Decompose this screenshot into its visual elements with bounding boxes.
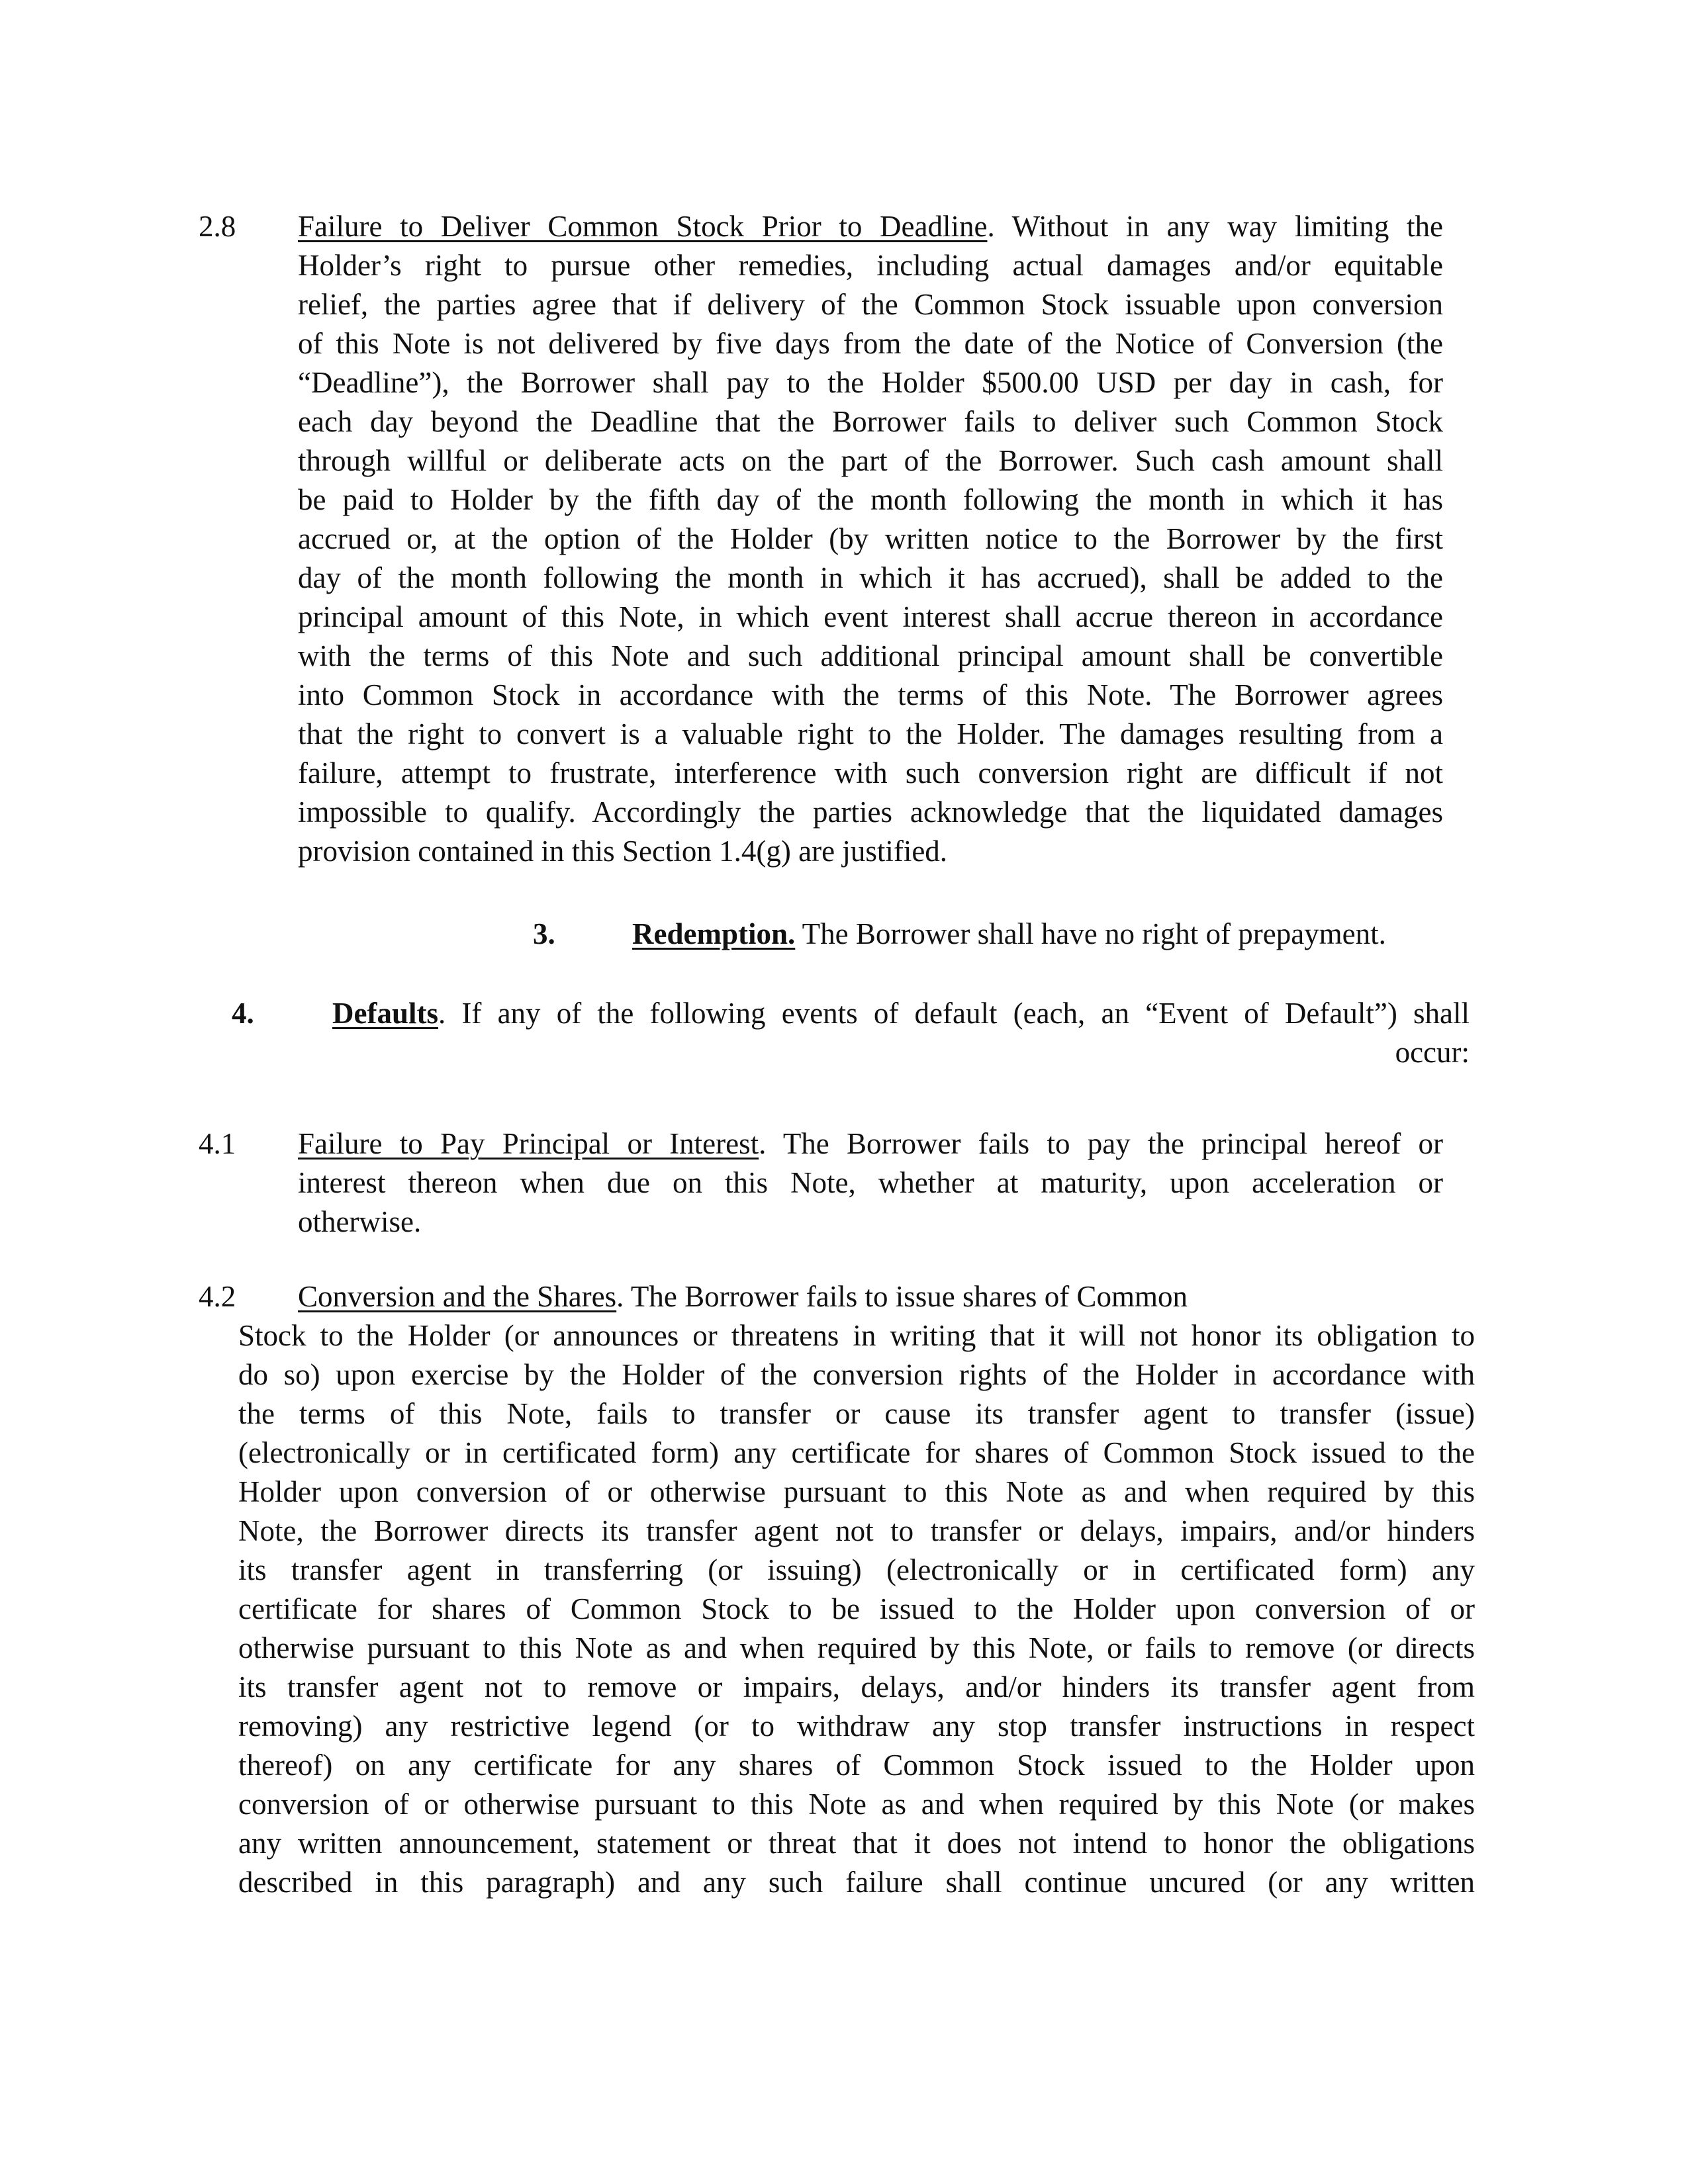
- paragraph-line: principal amount of this Note, in which event interest shall accrue thereon in accordance: [298, 600, 1443, 633]
- section-first-line: Conversion and the Shares. The Borrower fails to issue shares of Common: [298, 1280, 1188, 1313]
- paragraph-text: The Borrower shall have no right of prepayment.: [795, 917, 1386, 950]
- paragraph-line: day of the month following the month in which it has accrued), shall be added to the: [298, 561, 1443, 594]
- paragraph-last-line: otherwise.: [298, 1205, 422, 1238]
- paragraph-line: Stock to the Holder (or announces or threatens in writing that it will not honor its obligation to: [238, 1319, 1475, 1352]
- paragraph-line: “Deadline”), the Borrower shall pay to the Holder $500.00 USD per day in cash, for: [298, 366, 1443, 399]
- paragraph-text: The Borrower fails to issue shares of Common: [624, 1280, 1188, 1313]
- paragraph-line: (electronically or in certificated form) any certificate for shares of Common Stock issued to the: [238, 1436, 1475, 1469]
- paragraph-text: The Borrower fails to pay the principal hereof or: [766, 1127, 1444, 1160]
- paragraph-text: Without in any way limiting the: [994, 210, 1443, 243]
- section-line: Defaults. If any of the following events of default (each, an “Event of Default”) shall: [332, 997, 1470, 1030]
- section-heading: Failure to Pay Principal or Interest: [298, 1127, 759, 1160]
- paragraph-line: with the terms of this Note and such additional principal amount shall be convertible: [298, 639, 1443, 672]
- paragraph-line: through willful or deliberate acts on the part of the Borrower. Such cash amount shall: [298, 444, 1443, 477]
- paragraph-line: accrued or, at the option of the Holder (by written notice to the Borrower by the first: [298, 522, 1443, 555]
- section-number: 4.: [232, 997, 254, 1030]
- paragraph-line: interest thereon when due on this Note, whether at maturity, upon acceleration or: [298, 1166, 1443, 1199]
- paragraph-line: its transfer agent not to remove or impairs, delays, and/or hinders its transfer agent from: [238, 1670, 1475, 1704]
- paragraph-line: removing) any restrictive legend (or to withdraw any stop transfer instructions in respect: [238, 1709, 1475, 1743]
- paragraph-line: of this Note is not delivered by five days from the date of the Notice of Conversion (the: [298, 327, 1443, 360]
- paragraph-line: failure, attempt to frustrate, interference with such conversion right are difficult if not: [298, 756, 1443, 790]
- paragraph-line: impossible to qualify. Accordingly the parties acknowledge that the liquidated damages: [298, 796, 1443, 829]
- paragraph-line: Holder’s right to pursue other remedies, including actual damages and/or equitable: [298, 249, 1443, 282]
- section-first-line: Failure to Pay Principal or Interest. The Borrower fails to pay the principal hereof or: [298, 1127, 1444, 1160]
- section-heading: Redemption.: [632, 917, 796, 950]
- paragraph-line: conversion of or otherwise pursuant to this Note as and when required by this Note (or makes: [238, 1788, 1475, 1821]
- section-heading: Failure to Deliver Common Stock Prior to Deadline: [298, 210, 988, 243]
- paragraph-line: its transfer agent in transferring (or issuing) (electronically or in certificated form) any: [238, 1553, 1475, 1586]
- paragraph-line: into Common Stock in accordance with the terms of this Note. The Borrower agrees: [298, 678, 1443, 711]
- paragraph-line: thereof) on any certificate for any shares of Common Stock issued to the Holder upon: [238, 1749, 1475, 1782]
- paragraph-line: relief, the parties agree that if delivery of the Common Stock issuable upon conversion: [298, 288, 1443, 321]
- paragraph-line: Note, the Borrower directs its transfer agent not to transfer or delays, impairs, and/or hinders: [238, 1514, 1475, 1547]
- paragraph-line: do so) upon exercise by the Holder of the conversion rights of the Holder in accordance with: [238, 1358, 1475, 1391]
- paragraph-line: any written announcement, statement or threat that it does not intend to honor the obligations: [238, 1827, 1475, 1860]
- paragraph-line: be paid to Holder by the fifth day of the month following the month in which it has: [298, 483, 1443, 516]
- paragraph-line: certificate for shares of Common Stock to be issued to the Holder upon conversion of or: [238, 1592, 1475, 1625]
- section-number: 3.: [533, 917, 555, 950]
- section-line: [632, 916, 1386, 952]
- paragraph-last-line: provision contained in this Section 1.4(g) are justified.: [298, 835, 948, 868]
- paragraph-line: Holder upon conversion of or otherwise pursuant to this Note as and when required by this: [238, 1475, 1475, 1508]
- section-number: 2.8: [199, 210, 236, 243]
- paragraph-line: otherwise pursuant to this Note as and when required by this Note, or fails to remove (or directs: [238, 1631, 1475, 1664]
- section-number: 4.1: [199, 1127, 236, 1160]
- paragraph-line: each day beyond the Deadline that the Borrower fails to deliver such Common Stock: [298, 405, 1443, 438]
- paragraph-text: If any of the following events of default (each, an “Event of Default”) shall: [445, 997, 1470, 1030]
- paragraph-continuation: occur:: [1395, 1036, 1470, 1069]
- paragraph-line: described in this paragraph) and any such failure shall continue uncured (or any written: [238, 1866, 1475, 1899]
- section-heading: Defaults: [332, 997, 438, 1030]
- section-number: 4.2: [199, 1280, 236, 1313]
- section-heading: Conversion and the Shares: [298, 1280, 617, 1313]
- paragraph-line: that the right to convert is a valuable right to the Holder. The damages resulting from a: [298, 717, 1443, 751]
- paragraph-line: the terms of this Note, fails to transfer or cause its transfer agent to transfer (issue): [238, 1397, 1475, 1430]
- section-first-line: Failure to Deliver Common Stock Prior to Deadline. Without in any way limiting the: [298, 210, 1443, 243]
